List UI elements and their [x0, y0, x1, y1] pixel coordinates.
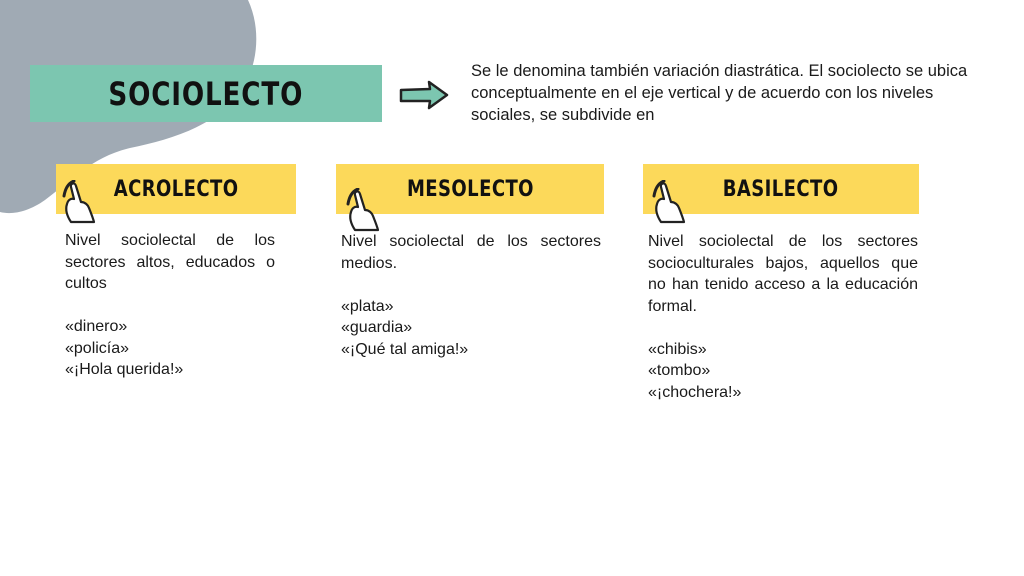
example-item: «¡chochera!» — [648, 383, 742, 401]
pointing-hand-icon — [652, 180, 686, 226]
intro-text: Se le denomina también variación diastrática. El sociolecto se ubica conceptualmente en el eje vertical y de acuerdo con los niveles sociales, se subdivide en — [471, 62, 968, 124]
example-item: «¡Qué tal amiga!» — [341, 340, 469, 358]
card-body-mesolecto — [341, 231, 601, 360]
example-item: «guardia» — [341, 319, 413, 336]
example-item: «dinero» — [65, 318, 128, 335]
card-description: Nivel sociolectal de los sectores altos, educados o cultos — [65, 232, 275, 292]
card-description: Nivel sociolectal de los sectores medios. — [341, 233, 601, 272]
pointing-hand-icon — [62, 180, 96, 226]
card-body-basilecto — [648, 231, 918, 403]
example-item: «policía» — [65, 339, 130, 357]
main-title-box — [30, 65, 382, 122]
example-item: «chibis» — [648, 340, 707, 358]
pointing-hand-icon — [346, 188, 380, 234]
example-item: «tombo» — [648, 362, 711, 379]
card-title-basilecto: BASILECTO — [643, 164, 919, 214]
right-arrow-icon — [398, 80, 450, 110]
card-title-mesolecto: MESOLECTO — [336, 164, 604, 214]
example-item: «¡Hola querida!» — [65, 361, 184, 378]
card-body-acrolecto — [65, 230, 275, 381]
card-title-acrolecto: ACROLECTO — [56, 164, 296, 214]
examples-list — [65, 316, 275, 381]
card-description: Nivel sociolectal de los sectores socioculturales bajos, aquellos que no han tenido acceso a la educación formal. — [648, 233, 918, 315]
main-title: SOCIOLECTO — [108, 74, 304, 113]
examples-list — [341, 296, 601, 361]
examples-list — [648, 339, 918, 404]
example-item: «plata» — [341, 297, 394, 315]
